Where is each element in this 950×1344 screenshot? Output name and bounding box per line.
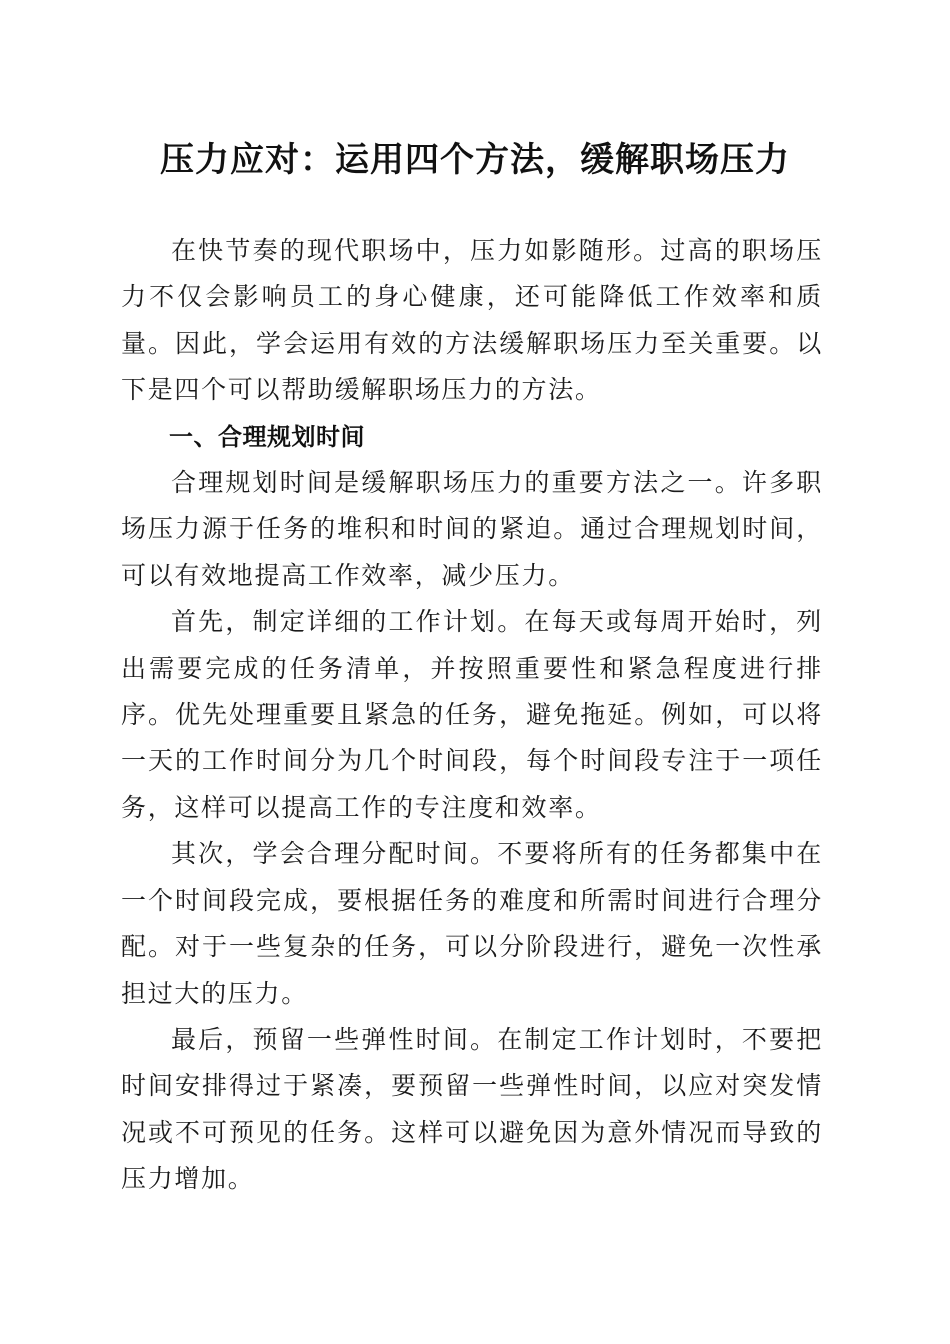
section-1-paragraph-4: 最后，预留一些弹性时间。在制定工作计划时，不要把时间安排得过于紧凑，要预留一些弹性时间，以应对突发情况或不可预见的任务。这样可以避免因为意外情况而导致的压力增加。	[121, 1024, 823, 1194]
intro-paragraph: 在快节奏的现代职场中，压力如影随形。过高的职场压力不仅会影响员工的身心健康，还可能降低工作效率和质量。因此，学会运用有效的方法缓解职场压力至关重要。以下是四个可以帮助缓解职场压力的方法。	[121, 236, 823, 405]
section-1-paragraph-1: 合理规划时间是缓解职场压力的重要方法之一。许多职场压力源于任务的堆积和时间的紧迫。通过合理规划时间，可以有效地提高工作效率，减少压力。	[121, 468, 823, 590]
section-heading-1: 一、合理规划时间	[169, 422, 365, 451]
document-title: 压力应对：运用四个方法，缓解职场压力	[160, 140, 790, 180]
document-body	[121, 228, 823, 1203]
section-1-paragraph-3: 其次，学会合理分配时间。不要将所有的任务都集中在一个时间段完成，要根据任务的难度和所需时间进行合理分配。对于一些复杂的任务，可以分阶段进行，避免一次性承担过大的压力。	[121, 839, 823, 1008]
section-1-paragraph-2: 首先，制定详细的工作计划。在每天或每周开始时，列出需要完成的任务清单，并按照重要性和紧急程度进行排序。优先处理重要且紧急的任务，避免拖延。例如，可以将一天的工作时间分为几个时间段，每个时间段专注于一项任务，这样可以提高工作的专注度和效率。	[121, 607, 823, 822]
